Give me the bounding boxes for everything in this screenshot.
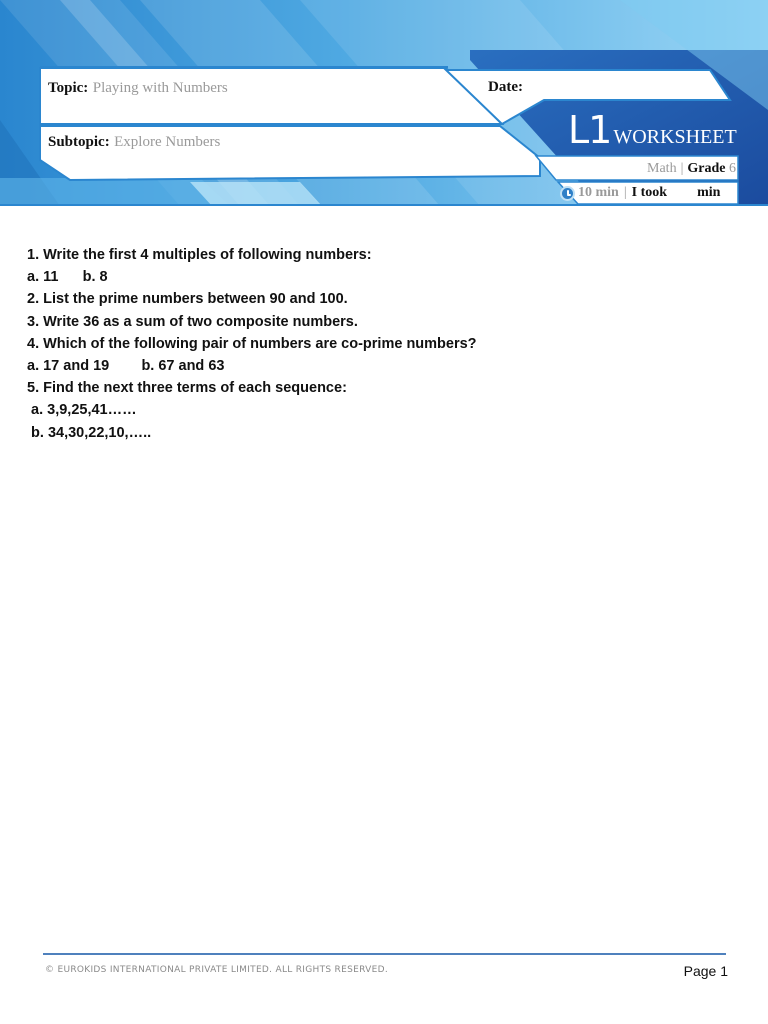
took-unit: min — [697, 185, 721, 200]
worksheet-header — [0, 0, 768, 206]
question-line: 5. Find the next three terms of each sequence: — [27, 380, 347, 397]
page-number: Page 1 — [683, 963, 728, 979]
question-line: 2. List the prime numbers between 90 and 100. — [27, 291, 348, 308]
divider: | — [680, 161, 684, 176]
subject-name: Math — [647, 161, 677, 176]
time-info — [560, 185, 720, 201]
question-line: 3. Write 36 as a sum of two composite numbers. — [27, 313, 358, 330]
clock-icon — [560, 186, 575, 201]
topic-label: Topic: — [48, 80, 89, 96]
question-line: b. 34,30,22,10,….. — [27, 424, 152, 441]
question-line: a. 11 b. 8 — [27, 269, 108, 286]
question-list — [27, 244, 727, 444]
footer-divider — [43, 953, 726, 955]
date-label: Date: — [488, 79, 523, 95]
question-line: a. 3,9,25,41…… — [27, 402, 137, 419]
divider: | — [623, 185, 627, 200]
duration: 10 min — [578, 185, 619, 200]
copyright-notice: © EUROKIDS INTERNATIONAL PRIVATE LIMITED. ALL RIGHTS RESERVED. — [45, 965, 388, 975]
worksheet-level: L1 — [568, 108, 612, 152]
question-line: 1. Write the first 4 multiples of following numbers: — [27, 247, 372, 263]
worksheet-title — [568, 108, 737, 152]
question-line: a. 17 and 19 b. 67 and 63 — [27, 357, 225, 374]
subtopic-value: Explore Numbers — [114, 134, 221, 150]
date-field — [488, 78, 523, 96]
question-line: 4. Which of the following pair of numbers are co-prime numbers? — [27, 335, 477, 352]
subtopic-field — [48, 133, 220, 151]
topic-field — [48, 79, 228, 97]
worksheet-word: WORKSHEET — [613, 126, 737, 148]
grade-value: 6 — [729, 161, 736, 176]
subtopic-label: Subtopic: — [48, 134, 110, 150]
subject-grade — [647, 161, 736, 177]
took-label: I took — [631, 185, 668, 200]
grade-label: Grade — [687, 161, 726, 176]
topic-value: Playing with Numbers — [92, 80, 228, 96]
